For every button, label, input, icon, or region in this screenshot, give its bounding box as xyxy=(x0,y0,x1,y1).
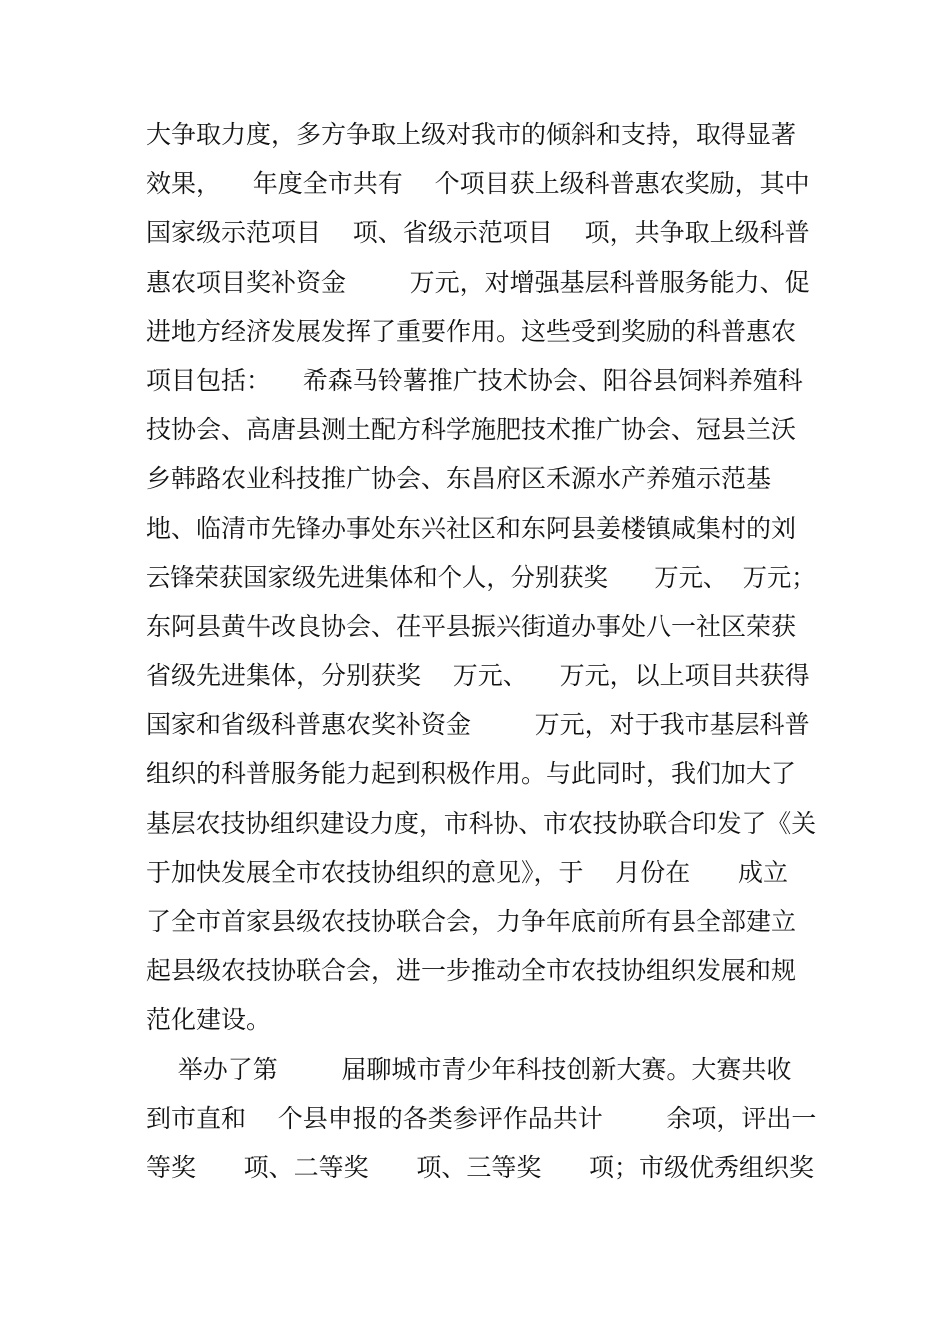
text-line: 举办了第 届聊城市青少年科技创新大赛。大赛共收 xyxy=(146,1054,792,1084)
text-line: 进地方经济发展发挥了重要作用。这些受到奖励的科普惠农 xyxy=(146,316,797,346)
body-text xyxy=(146,110,816,1192)
text-line: 国家级示范项目 项、省级示范项目 项，共争取上级科普 xyxy=(146,218,810,248)
text-line: 了全市首家县级农技协联合会，力争年底前所有县全部建立 xyxy=(146,907,797,936)
text-line: 基层农技协组织建设力度，市科协、市农技协联合印发了《关 xyxy=(146,808,817,838)
text-line: 地、临清市先锋办事处东兴社区和东阿县姜楼镇咸集村的刘 xyxy=(146,513,797,543)
text-line: 云锋荣获国家级先进集体和个人，分别获奖 万元、 万元； xyxy=(146,562,816,592)
text-line: 东阿县黄牛改良协会、茌平县振兴街道办事处八一社区荣获 xyxy=(146,611,797,641)
text-line: 等奖 项、二等奖 项、三等奖 项；市级优秀组织奖 xyxy=(146,1152,815,1182)
text-line: 效果， 年度全市共有 个项目获上级科普惠农奖励，其中 xyxy=(146,169,810,199)
text-line: 于加快发展全市农技协组织的意见》，于 月份在 成立 xyxy=(146,857,788,887)
text-line: 省级先进集体，分别获奖 万元、 万元，以上项目共获得 xyxy=(146,661,810,691)
text-line: 技协会、高唐县测土配方科学施肥技术推广协会、冠县兰沃 xyxy=(146,415,797,445)
text-line: 乡韩路农业科技推广协会、东昌府区禾源水产养殖示范基 xyxy=(146,464,772,494)
text-line: 惠农项目奖补资金 万元，对增强基层科普服务能力、促 xyxy=(146,267,810,297)
text-line: 国家和省级科普惠农奖补资金 万元，对于我市基层科普 xyxy=(146,710,810,740)
text-line: 组织的科普服务能力起到积极作用。与此同时，我们加大了 xyxy=(146,759,797,789)
text-line: 大争取力度，多方争取上级对我市的倾斜和支持，取得显著 xyxy=(146,120,797,149)
text-line: 范化建设。 xyxy=(146,1005,272,1035)
text-line: 项目包括： 希森马铃薯推广技术协会、阳谷县饲料养殖科 xyxy=(146,365,803,395)
text-line: 到市直和 个县申报的各类参评作品共计 余项，评出一 xyxy=(146,1103,817,1133)
text-line: 起县级农技协联合会，进一步推动全市农技协组织发展和规 xyxy=(146,956,797,986)
